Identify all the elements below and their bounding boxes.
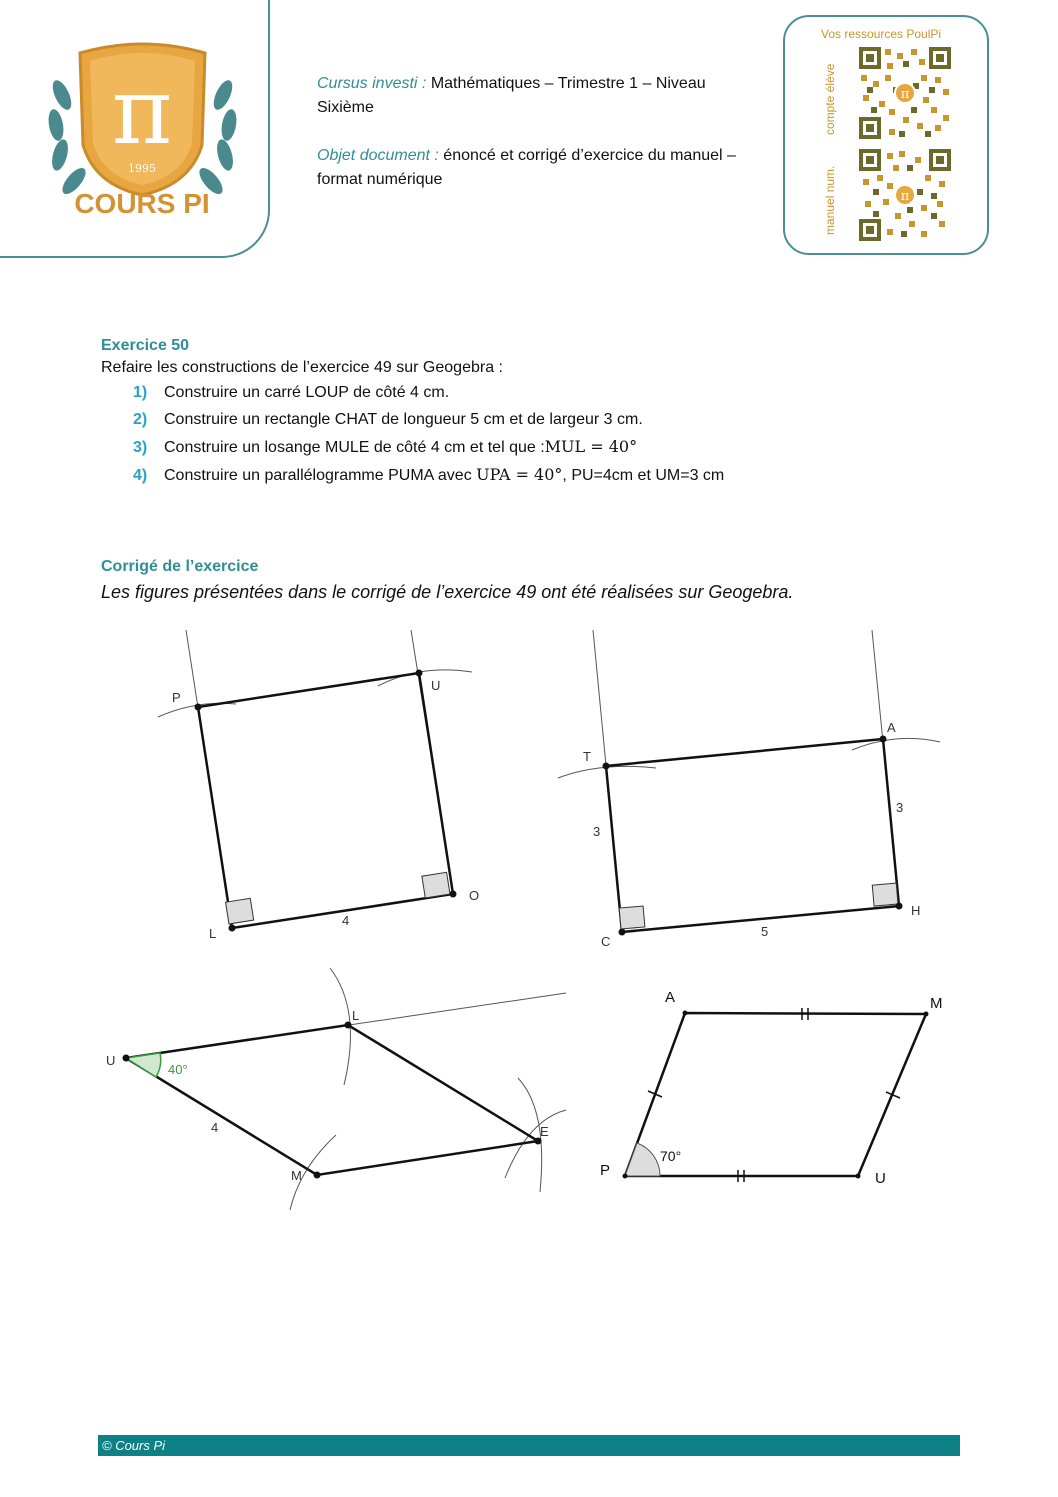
- label-P: P: [172, 690, 181, 705]
- logo-pi-symbol: π: [111, 58, 173, 165]
- label-L: L: [352, 1008, 360, 1023]
- label-angle: 70°: [660, 1148, 682, 1164]
- resources-title: Vos ressources PoulPi: [821, 27, 942, 41]
- list-item: 3) Construire un losange MULE de côté 4 cm et tel que :MUL = 40°: [133, 437, 638, 456]
- logo-text: COURS PI: [74, 188, 210, 219]
- label-U: U: [431, 678, 441, 693]
- objet-value: énoncé et corrigé d’exercice du manuel – format numérique: [317, 147, 736, 188]
- list-item: 4) Construire un parallélogramme PUMA avec UPA = 40°, PU=4cm et UM=3 cm: [133, 465, 725, 484]
- cursus-label: Cursus investi :: [317, 75, 427, 92]
- correction-title: Corrigé de l’exercice: [101, 558, 259, 575]
- label-M: M: [291, 1168, 302, 1183]
- label-left: 3: [593, 824, 601, 839]
- footer-bar: [98, 1435, 960, 1456]
- label-E: E: [540, 1124, 549, 1139]
- figure-rectangle-chat: [558, 630, 940, 949]
- label-L: L: [209, 926, 217, 941]
- label-A: A: [665, 989, 676, 1006]
- label-O: O: [469, 888, 480, 903]
- label-T: T: [583, 749, 591, 764]
- label-H: H: [911, 903, 921, 918]
- angle-expression: MUL = 40°: [544, 437, 638, 456]
- figure-square-loup: [158, 630, 479, 941]
- angle-expression: UPA = 40°: [476, 465, 563, 484]
- list-item: 1) Construire un carré LOUP de côté 4 cm.: [133, 384, 450, 401]
- label-U: U: [875, 1170, 886, 1187]
- label-bottom: 5: [761, 924, 769, 939]
- svg-text:π: π: [900, 189, 910, 204]
- label-U: U: [106, 1053, 116, 1068]
- exercise-title: Exercice 50: [101, 337, 190, 354]
- label-student-account: compte élève: [823, 63, 837, 135]
- label-M: M: [930, 995, 943, 1012]
- list-item: 2) Construire un rectangle CHAT de longueur 5 cm et de largeur 3 cm.: [133, 411, 643, 428]
- label-angle: 40°: [168, 1062, 188, 1077]
- footer-copyright: © Cours Pi: [102, 1438, 166, 1453]
- svg-text:π: π: [900, 87, 910, 102]
- objet-label: Objet document :: [317, 147, 439, 164]
- label-C: C: [601, 934, 611, 949]
- label-right: 3: [896, 800, 904, 815]
- exercise-intro: Refaire les constructions de l’exercice 49 sur Geogebra :: [101, 359, 503, 376]
- logo-year: 1995: [128, 162, 156, 175]
- label-side: 4: [211, 1120, 219, 1135]
- figure-parallelogram-puma: [600, 989, 943, 1187]
- correction-text: Les figures présentées dans le corrigé de l’exercice 49 ont été réalisées sur Geogebra.: [101, 582, 794, 602]
- figure-rhombus-mule: [106, 968, 566, 1210]
- label-side: 4: [342, 913, 350, 928]
- cursus-value: Mathématiques – Trimestre 1 – Niveau Sixième: [317, 75, 706, 116]
- label-A: A: [887, 720, 896, 735]
- label-P: P: [600, 1162, 611, 1179]
- label-digital-manual: manuel num.: [823, 165, 837, 235]
